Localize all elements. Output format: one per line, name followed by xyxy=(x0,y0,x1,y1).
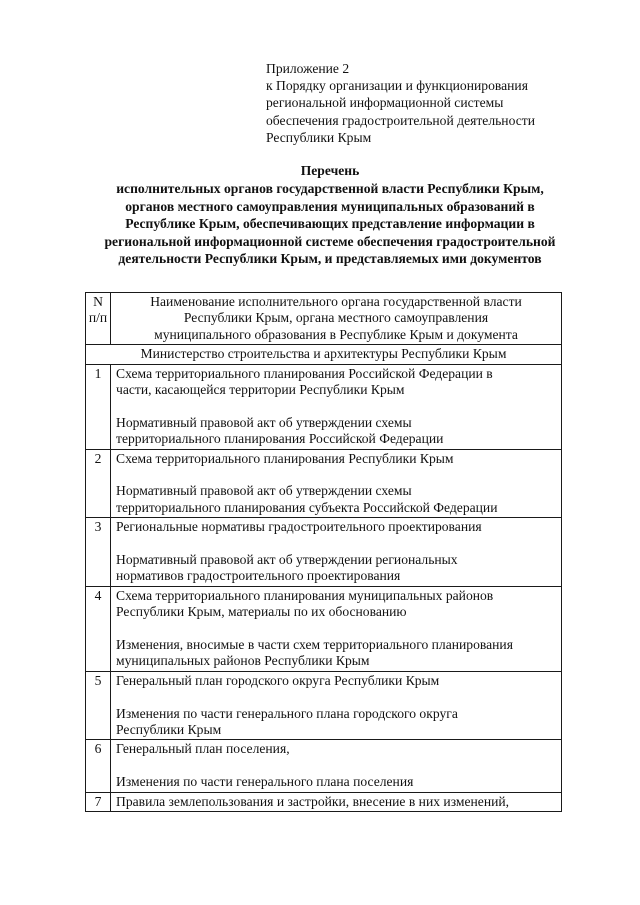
row-content: Генеральный план городского округа Республики Крым Изменения по части генерального плана городского округа Республики Крым xyxy=(111,671,562,740)
row-content: Схема территориального планирования муниципальных районов Республики Крым, материалы по их обоснованию Изменения, вносимые в части схем территориального планирования муниципальных районов Республики Крым xyxy=(111,586,562,671)
row-number: 4 xyxy=(86,586,111,671)
heading-line: региональной информационной системе обеспечения градостроительной xyxy=(104,233,556,249)
table-row xyxy=(86,518,562,587)
table-row xyxy=(86,364,562,449)
row-content: Схема территориального планирования Республики Крым Нормативный правовой акт об утверждении схемы территориального планирования субъекта Российской Федерации xyxy=(111,449,562,518)
appendix-line: Приложение 2 xyxy=(266,61,350,76)
header-name-cell: Наименование исполнительного органа государственной власти Республики Крым, органа местного самоуправления муниципального образования в Республике Крым и документа xyxy=(111,293,562,345)
table-row xyxy=(86,586,562,671)
row-content: Схема территориального планирования Российской Федерации в части, касающейся территории Республики Крым Нормативный правовой акт об утверждении схемы территориального планирования Российской Федерации xyxy=(111,364,562,449)
row-number: 5 xyxy=(86,671,111,740)
row-number: 1 xyxy=(86,364,111,449)
table-row xyxy=(86,792,562,811)
table-row xyxy=(86,449,562,518)
row-content: Генеральный план поселения, Изменения по части генерального плана поселения xyxy=(111,740,562,792)
heading-title: Перечень xyxy=(300,163,360,178)
appendix-line: Республики Крым xyxy=(266,129,372,145)
appendix-line: обеспечения градостроительной деятельности xyxy=(266,112,535,128)
heading-line: деятельности Республики Крым, и представляемых ими документов xyxy=(118,251,542,267)
row-number: 7 xyxy=(86,792,111,811)
row-content: Правила землепользования и застройки, внесение в них изменений, xyxy=(111,792,562,811)
table-section-row xyxy=(86,345,562,364)
appendix-line: к Порядку организации и функционирования xyxy=(266,78,528,94)
document-heading xyxy=(70,162,590,267)
row-content: Региональные нормативы градостроительного проектирования Нормативный правовой акт об утверждении региональных нормативов градостроительного проектирования xyxy=(111,518,562,587)
heading-line: Республике Крым, обеспечивающих представление информации в xyxy=(125,216,535,232)
documents-table xyxy=(85,292,562,812)
heading-line: органов местного самоуправления муниципальных образований в xyxy=(125,198,535,214)
header-num-cell: N п/п xyxy=(86,293,111,345)
table-header-row xyxy=(86,293,562,345)
appendix-block xyxy=(266,60,606,146)
table-row xyxy=(86,671,562,740)
heading-line: исполнительных органов государственной власти Республики Крым, xyxy=(116,181,544,197)
row-number: 2 xyxy=(86,449,111,518)
row-number: 3 xyxy=(86,518,111,587)
row-number: 6 xyxy=(86,740,111,792)
table-row xyxy=(86,740,562,792)
section-title: Министерство строительства и архитектуры Республики Крым xyxy=(86,345,562,364)
appendix-line: региональной информационной системы xyxy=(266,95,504,111)
